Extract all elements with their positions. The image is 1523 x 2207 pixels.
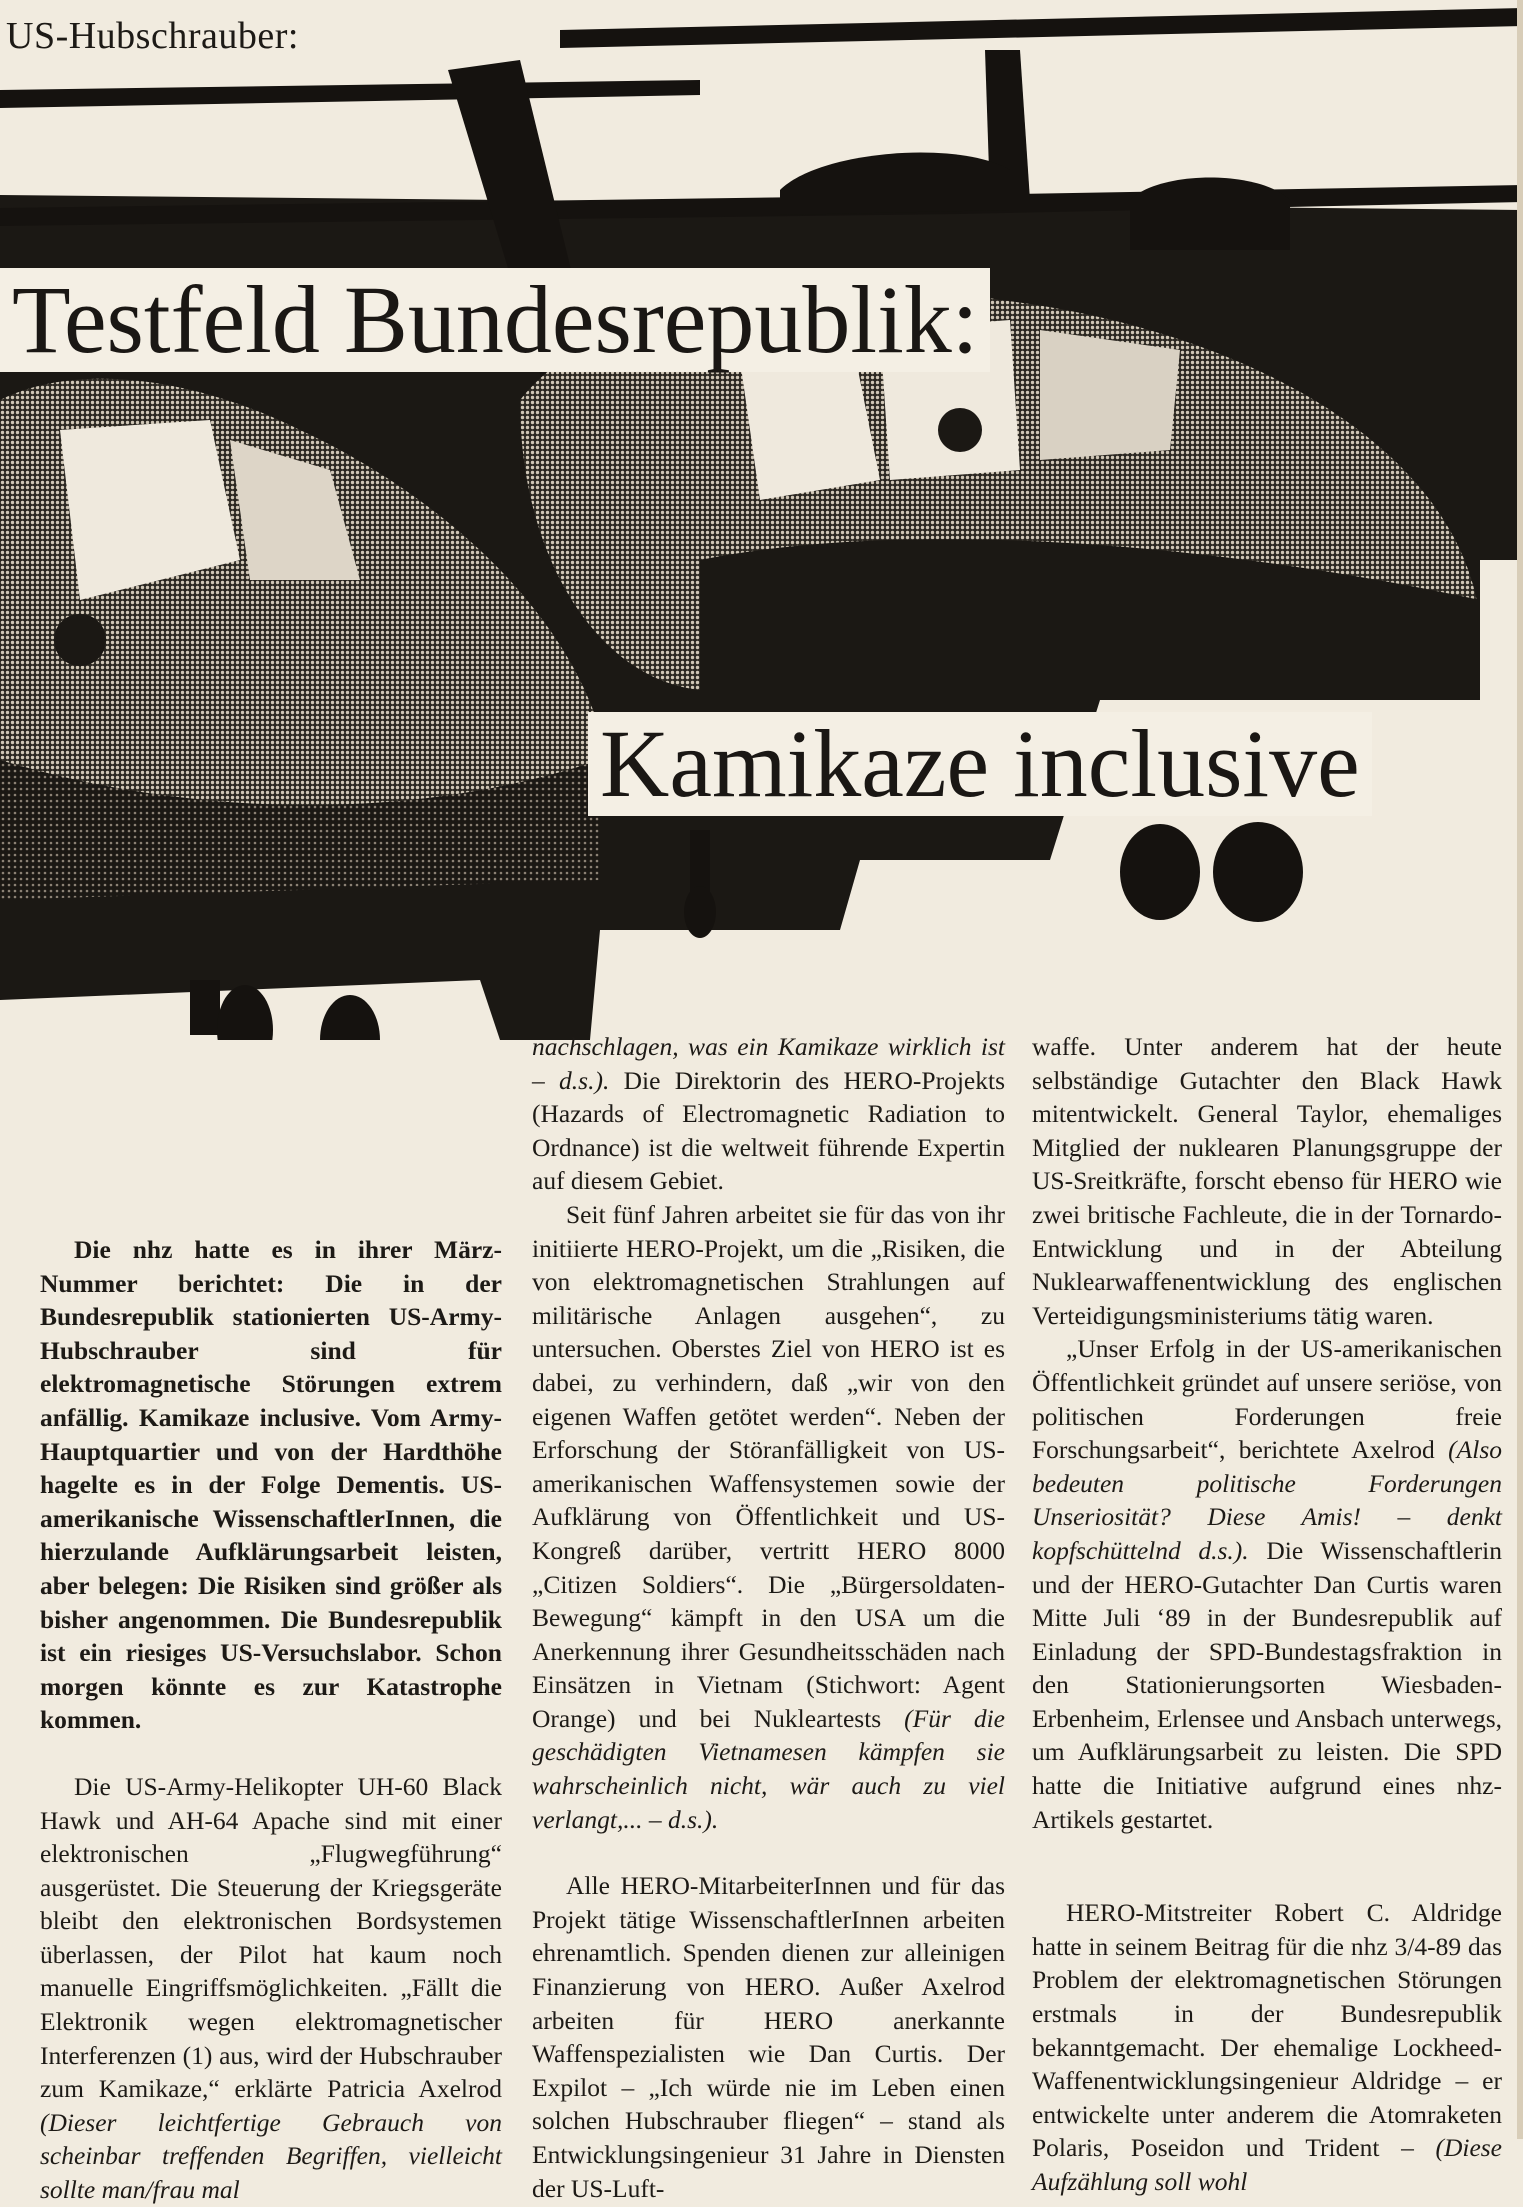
- column-3: [1032, 1030, 1502, 2199]
- column-1: [40, 1233, 502, 2207]
- helicopter-photo: [0, 0, 1523, 1040]
- paragraph: waffe. Unter anderem hat der heute selbständige Gutachter den Black Hawk mitentwickelt. General Taylor, ehemaliges Mitglied der nuklearen Planungsgruppe der US-Sreitkräfte, forscht ebenso für HERO wie zwei britische Fachleute, die in der Tornardo-Entwicklung und in der Abteilung Nuklearwaffenentwicklung des englischen Verteidigungsministeriums tätig waren.: [1032, 1032, 1502, 1330]
- kicker: US-Hubschrauber:: [6, 15, 299, 57]
- paragraph: Seit fünf Jahren arbeitet sie für das von ihr initiierte HERO-Projekt, um die „Risiken, die von elektromagnetischen Strahlungen auf militärische Anlagen ausgehen“, zu untersuchen. Oberstes Ziel von HERO ist es dabei, zu verhindern, daß „wir von den eigenen Waffen getötet werden“. Neben der Erforschung der Störanfälligkeit von US-amerikanischen Waffensystemen sowie der Aufklärung von Öffentlichkeit und US-Kongreß darüber, vertritt HERO 8000 „Citizen Soldiers“. Die „Bürgersoldaten-Bewegung“ kämpft in den USA um die Anerkennung ihrer Gesundheitsschäden nach Einsätzen in Vietnam (Stichwort: Agent Orange) und bei Nukleartests (Für die geschädigten Vietnamesen kämpfen sie wahrscheinlich nicht, wär auch zu viel verlangt,... – d.s.).: [532, 1199, 1005, 1834]
- column-2: [532, 1030, 1005, 2205]
- headline-line-2: Kamikaze inclusive: [588, 712, 1372, 816]
- page-edge: [1517, 0, 1523, 2139]
- paragraph: Die US-Army-Helikopter UH-60 Black Hawk und AH-64 Apache sind mit einer elektronischen „Flugwegführung“ ausgerüstet. Die Steuerung der Kriegsgeräte bleibt den elektronischen Bordsystemen überlassen, der Pilot hat kaum noch manuelle Eingriffsmöglichkeiten. „Fällt die Elektronik wegen elektromagnetischer Interferenzen (1) aus, wird der Hubschrauber zum Kamikaze,“ erklärte Patricia Axelrod (Dieser leichtfertige Gebrauch von scheinbar treffenden Begriffen, vielleicht sollte man/frau mal: [40, 1771, 502, 2205]
- headline-line-1: Testfeld Bundesrepublik:: [0, 268, 990, 372]
- paragraph: „Unser Erfolg in der US-amerikanischen Öffentlichkeit gründet auf unsere seriöse, von politischen Forderungen freie Forschungsarbeit“, berichtete Axelrod (Also bedeuten politische Forderungen Unseriosität? Diese Amis! – denkt kopfschüttelnd d.s.). Die Wissenschaftlerin und der HERO-Gutachter Dan Curtis waren Mitte Juli ‘89 in der Bundesrepublik auf Einladung der SPD-Bundestagsfraktion in den Stationierungsorten Wiesbaden-Erbenheim, Erlensee und Ansbach unterwegs, um Aufklärungsarbeit zu leisten. Die SPD hatte die Initiative aufgrund eines nhz-Artikels gestartet.: [1032, 1334, 1502, 1834]
- lead-paragraph: Die nhz hatte es in ihrer März-Nummer berichtet: Die in der Bundesrepublik stationierten US-Army-Hubschrauber sind für elektromagnetische Störungen extrem anfällig. Kamikaze inclusive. Vom Army-Hauptquartier und von der Hardthöhe hagelte es in der Folge Dementis. US-amerikanische WissenschaftlerInnen, die hierzulande Aufklärungsarbeit leisten, aber belegen: Die Risiken sind größer als bisher angenommen. Die Bundesrepublik ist ein riesiges US-Versuchslabor. Schon morgen könnte es zur Katastrophe kommen.: [40, 1235, 502, 1735]
- paragraph: Alle HERO-MitarbeiterInnen und für das Projekt tätige WissenschaftlerInnen arbeiten ehrenamtlich. Spenden dienen zur alleinigen Finanzierung von HERO. Außer Axelrod arbeiten für HERO anerkannte Waffenspezialisten wie Dan Curtis. Der Expilot – „Ich würde nie im Leben einen solchen Hubschrauber fliegen“ – stand als Entwicklungsingenieur 31 Jahre in Diensten der US-Luft-: [532, 1871, 1005, 2203]
- paragraph: HERO-Mitstreiter Robert C. Aldridge hatte in seinem Beitrag für die nhz 3/4-89 das Problem der elektromagnetischen Störungen erstmals in der Bundesrepublik bekanntgemacht. Der ehemalige Lockheed-Waffenentwicklungsingenieur Aldridge – er entwickelte unter anderem die Atomraketen Polaris, Poseidon und Trident – (Diese Aufzählung soll wohl: [1032, 1898, 1503, 2196]
- paragraph: nachschlagen, was ein Kamikaze wirklich ist – d.s.). Die Direktorin des HERO-Projekts (Hazards of Electromagnetic Radiation to Ordnance) ist die weltweit führende Expertin auf diesem Gebiet.: [532, 1032, 1006, 1196]
